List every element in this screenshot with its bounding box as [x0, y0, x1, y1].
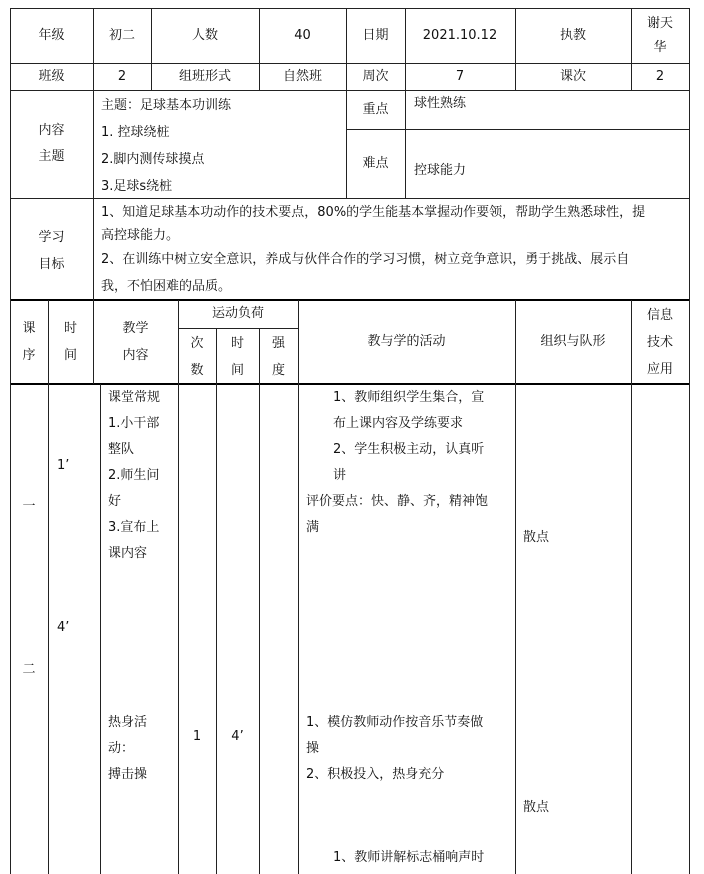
lesson-label: 课次	[559, 68, 586, 84]
header-line: 序	[22, 348, 36, 363]
date-label: 日期	[362, 27, 389, 43]
grid-line	[178, 328, 298, 329]
grade-label: 年级	[38, 27, 65, 43]
teacher-value	[631, 12, 689, 60]
content-label-line: 内容	[38, 123, 65, 138]
key-point-label: 重点	[362, 101, 389, 117]
content-line: 热身活	[108, 715, 148, 730]
grid-line	[515, 300, 516, 874]
activity-line: 1、教师组织学生集合，宣	[333, 390, 485, 405]
time-value: 1’	[57, 458, 70, 473]
content-line: 2.师生问	[108, 468, 160, 483]
grade-value: 初二	[108, 27, 135, 43]
organization-value: 散点	[523, 530, 550, 545]
header-line: 内容	[122, 348, 149, 363]
col-organization-header: 组织与队形	[540, 334, 606, 349]
grid-line	[100, 384, 101, 874]
teacher-label: 执教	[559, 27, 586, 43]
objective-line: 高控球能力。	[101, 228, 180, 243]
grid-line	[259, 328, 260, 874]
section-number: 二	[22, 662, 36, 677]
col-time-header	[48, 315, 93, 369]
form-value: 自然班	[282, 68, 322, 84]
grid-line	[689, 8, 690, 874]
grid-line	[48, 300, 49, 874]
grid-line	[216, 328, 217, 874]
content-line: 好	[108, 494, 122, 509]
duration-value: 4’	[231, 729, 244, 744]
organization-value: 散点	[523, 800, 550, 815]
header-line: 度	[271, 363, 285, 378]
header-line: 强	[271, 336, 285, 351]
week-label: 周次	[362, 68, 389, 84]
teacher-value-line: 华	[653, 40, 667, 55]
activity-line: 布上课内容及学练要求	[333, 416, 464, 431]
header-line: 间	[63, 348, 77, 363]
teaching-content	[108, 385, 160, 567]
theme-line: 主题：足球基本功训练	[101, 98, 232, 113]
activity-line: 操	[306, 741, 320, 756]
activity-text	[306, 710, 510, 788]
content-line: 课堂常规	[108, 390, 161, 405]
col-content-header	[93, 315, 178, 369]
header-line: 时	[230, 336, 244, 351]
col-intensity-header	[259, 330, 298, 384]
content-line: 整队	[108, 442, 135, 457]
header-line: 信息	[646, 308, 673, 323]
grid-line	[178, 300, 179, 874]
header-line: 课	[22, 321, 36, 336]
times-value: 1	[192, 729, 202, 744]
class-value: 2	[117, 68, 127, 84]
key-point-value: 球性熟练	[414, 96, 467, 111]
theme-item: 2.脚内测传球摸点	[101, 152, 205, 167]
content-line: 课内容	[108, 546, 148, 561]
activity-line: 满	[306, 520, 320, 535]
content-line: 3.宣布上	[108, 520, 160, 535]
col-load-header: 运动负荷	[211, 306, 264, 321]
section-number: 一	[22, 499, 36, 514]
grid-line	[93, 90, 94, 300]
col-activities-header: 教与学的活动	[367, 334, 446, 349]
week-value: 7	[455, 68, 465, 84]
teacher-value-line: 谢天	[646, 16, 673, 31]
content-label-line: 主题	[38, 149, 65, 164]
theme-item: 1. 控球绕桩	[101, 125, 170, 140]
header-line: 技术	[646, 335, 673, 350]
content-line: 动：	[108, 741, 135, 756]
teaching-content	[108, 710, 147, 788]
content-line: 1.小干部	[108, 416, 160, 431]
activity-line: 评价要点：快、静、齐，精神饱	[306, 494, 489, 509]
difficulty-value: 控球能力	[414, 163, 467, 178]
activity-text	[333, 845, 513, 871]
theme-item: 3.足球s绕桩	[101, 179, 173, 194]
objectives-label-line: 学习	[38, 230, 65, 245]
count-label: 人数	[191, 27, 218, 43]
col-order-header	[10, 315, 48, 369]
header-line: 数	[190, 363, 204, 378]
objective-line: 我，不怕困难的品质。	[101, 279, 232, 294]
objective-line: 2、在训练中树立安全意识，养成与伙伴合作的学习习惯，树立竞争意识，勇于挑战、展示自	[101, 252, 630, 267]
count-value: 40	[294, 27, 311, 43]
difficulty-label: 难点	[362, 155, 389, 171]
activity-line: 2、学生积极主动，认真听	[333, 442, 485, 457]
header-line: 间	[230, 363, 244, 378]
col-times-header	[178, 330, 216, 384]
content-line: 搏击操	[108, 767, 148, 782]
activity-line: 2、积极投入，热身充分	[306, 767, 445, 782]
form-label: 组班形式	[178, 68, 231, 84]
header-line: 教学	[122, 321, 149, 336]
header-line: 应用	[646, 362, 673, 377]
header-line: 次	[190, 336, 204, 351]
col-info-header	[631, 302, 689, 383]
date-value: 2021.10.12	[422, 27, 498, 43]
lesson-value: 2	[655, 68, 665, 84]
activity-line: 1、教师讲解标志桶响声时	[333, 850, 485, 865]
objective-line: 1、知道足球基本功动作的技术要点，80%的学生能基本掌握动作要领，帮助学生熟悉球性，提	[101, 205, 646, 220]
grid-line	[631, 300, 632, 874]
time-value: 4’	[57, 620, 70, 635]
class-label: 班级	[38, 68, 65, 84]
objectives-label-line: 目标	[38, 257, 65, 272]
grid-line	[298, 300, 299, 874]
activity-line: 1、模仿教师动作按音乐节奏做	[306, 715, 484, 730]
col-duration-header	[216, 330, 259, 384]
activity-line: 讲	[333, 468, 347, 483]
activity-text	[306, 385, 510, 541]
header-line: 时	[63, 321, 77, 336]
objectives-label	[10, 224, 93, 278]
content-label	[10, 118, 93, 170]
